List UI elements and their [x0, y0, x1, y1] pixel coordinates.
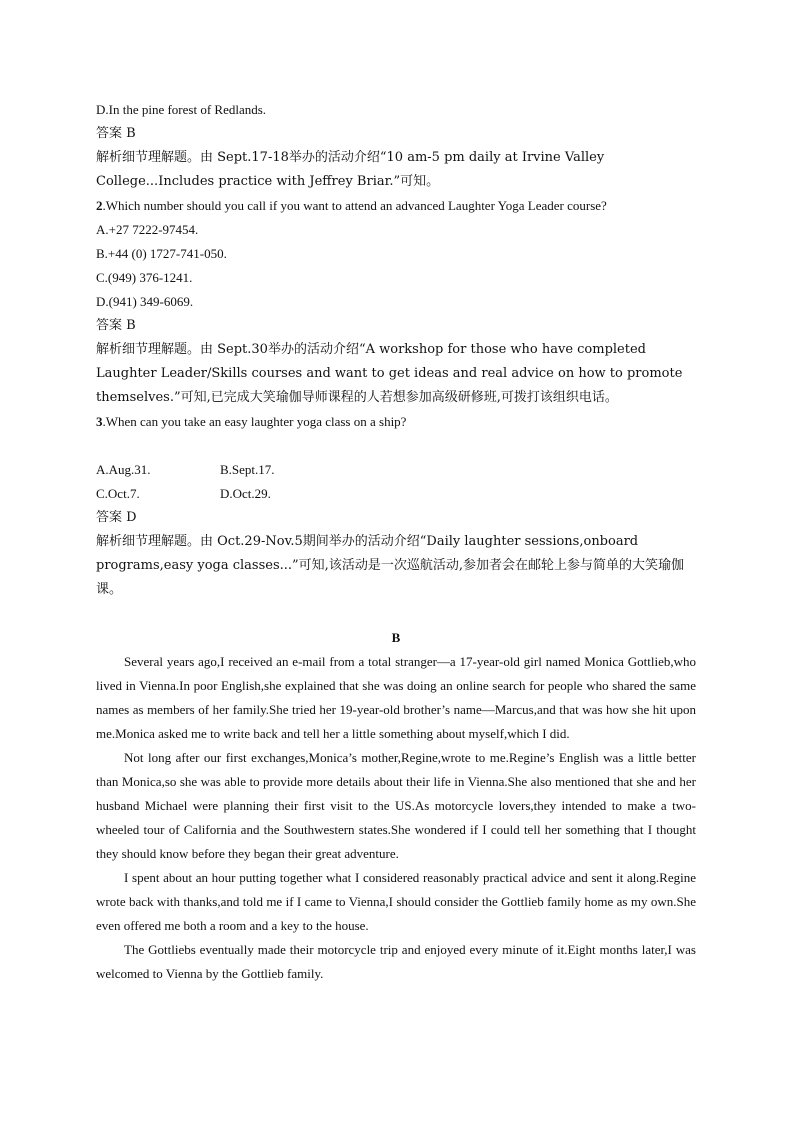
- q2-number: 2: [96, 198, 103, 213]
- section-b-title: B: [391, 630, 401, 645]
- q3-number: 3: [96, 414, 103, 429]
- q2-answer: 答案 B: [96, 318, 136, 333]
- passage-paragraph-3: I spent about an hour putting together what I considered reasonably practical advice and sent it along.Regine wrote back with thanks,and told me if I came to Vienna,I should consider the Gottlieb family home as my own.She even offered me both a room and a key to the house.: [96, 870, 696, 933]
- q2-option-d: D.(941) 349-6069.: [96, 294, 194, 309]
- q1-option-d: D.In the pine forest of Redlands.: [96, 102, 267, 117]
- passage-paragraph-4: The Gottliebs eventually made their motorcycle trip and enjoyed every minute of it.Eight months later,I was welcomed to Vienna by the Gottlieb family.: [96, 942, 696, 981]
- passage-paragraph-2: Not long after our first exchanges,Monica’s mother,Regine,wrote to me.Regine’s English was a little better than Monica,so she was able to provide more details about their life in Vienna.She also mentioned that she and her husband Michael were planning their first visit to the US.As motorcycle lovers,they intended to make a two-wheeled tour of California and the Southwestern states.She wondered if I could tell her something that I thought they should know before they began their great adventure.: [96, 750, 696, 861]
- q3-analysis: 解析细节理解题。由 Oct.29-Nov.5期间举办的活动介绍“Daily laughter sessions,onboard programs,easy yoga classes...”可知,该活动是一次巡航活动,参加者会在邮轮上参与简单的大笑瑜伽课。: [96, 534, 684, 597]
- spacer: [96, 602, 696, 626]
- q2-analysis: 解析细节理解题。由 Sept.30举办的活动介绍“A workshop for those who have completed Laughter Leader/Skills courses and want to get ideas and real advice on how to promote themselves.”可知,已完成大笑瑜伽导师课程的人若想参加高级研修班,可拨打该组织电话。: [96, 342, 683, 405]
- passage-paragraph-1: Several years ago,I received an e-mail from a total stranger—a 17-year-old girl named Monica Gottlieb,who lived in Vienna.In poor English,she explained that she was doing an online search for people who shared the same names as members of her family.She tried her 19-year-old brother’s name—Marcus,and that was how she hit upon me.Monica asked me to write back and tell her a little something about myself,which I did.: [96, 654, 696, 741]
- q3-option-b: B.Sept.17.: [220, 462, 275, 477]
- q2-option-b: B.+44 (0) 1727-741-050.: [96, 246, 227, 261]
- q3-answer: 答案 D: [96, 510, 137, 525]
- q3-stem: .When can you take an easy laughter yoga class on a ship?: [102, 414, 407, 429]
- q1-analysis: 解析细节理解题。由 Sept.17-18举办的活动介绍“10 am-5 pm daily at Irvine Valley College...Includes practice with Jeffrey Briar.”可知。: [96, 150, 605, 189]
- q3-options: [96, 458, 696, 506]
- q2-option-c: C.(949) 376-1241.: [96, 270, 193, 285]
- q3-option-c: C.Oct.7.: [96, 486, 140, 501]
- q3-stem-line: [96, 410, 696, 434]
- q2-stem: .Which number should you call if you want to attend an advanced Laughter Yoga Leader course?: [102, 198, 607, 213]
- spacer: [96, 434, 696, 458]
- q3-option-a: A.Aug.31.: [96, 462, 151, 477]
- q1-answer: 答案 B: [96, 126, 136, 141]
- q2-stem-line: [96, 194, 696, 218]
- q2-option-a: A.+27 7222-97454.: [96, 222, 199, 237]
- q3-option-d: D.Oct.29.: [220, 486, 271, 501]
- document-page: [96, 98, 696, 986]
